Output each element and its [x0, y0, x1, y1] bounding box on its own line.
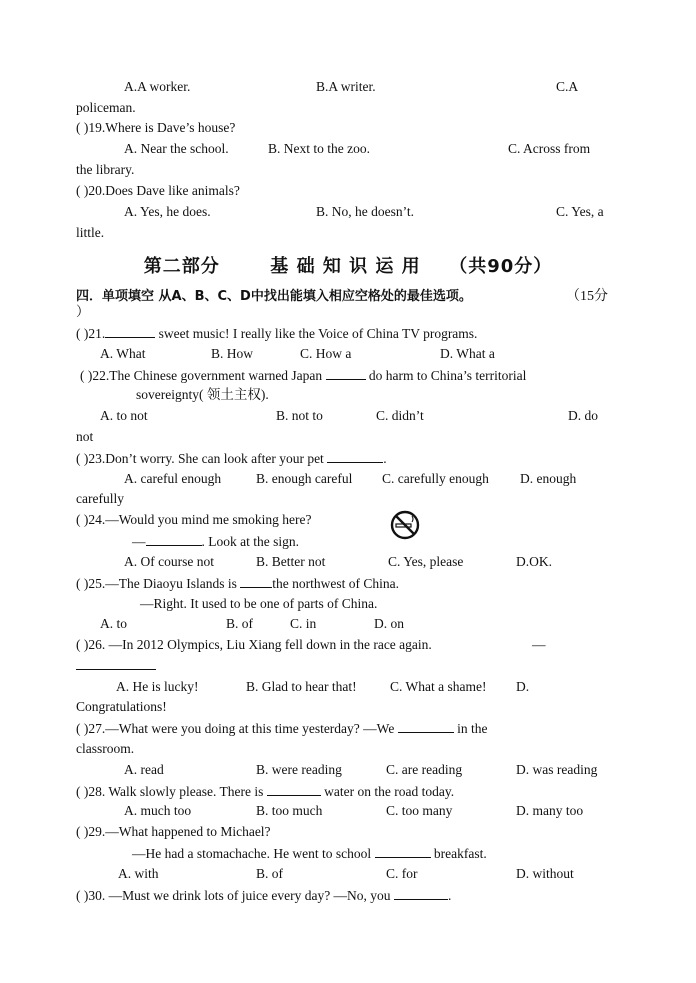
q18-option-c-continuation: policeman.: [76, 100, 136, 115]
q28-blank: [267, 782, 321, 796]
q22-stem-line2: sovereignty( 领土主权).: [136, 387, 269, 402]
q26-option-a: A. He is lucky!: [116, 679, 199, 694]
q29-blank: [375, 844, 431, 858]
q22-blank: [326, 366, 366, 380]
q20-option-c: C. Yes, a: [556, 204, 604, 219]
q27-option-b: B. were reading: [256, 762, 342, 777]
q26-answer-blank: [76, 656, 156, 675]
q20-option-a: A. Yes, he does.: [124, 204, 211, 219]
q29-response-post: breakfast.: [433, 846, 487, 861]
q21-option-b: B. How: [211, 346, 254, 361]
q24-response-line: [132, 532, 299, 551]
q22-option-a: A. to not: [100, 408, 148, 423]
q20-option-c-continuation: little.: [76, 225, 105, 240]
q26-option-b: B. Glad to hear that!: [246, 679, 357, 694]
q24-dash: —: [132, 534, 146, 549]
q26-dash: —: [532, 637, 546, 652]
q25-blank: [240, 574, 272, 588]
q22-stem: [80, 366, 526, 385]
q23-blank: [327, 449, 383, 463]
q21-blank: [105, 324, 155, 338]
q22-option-b: B. not to: [276, 408, 323, 423]
q30-text-pre: ( )30. —Must we drink lots of juice every day? —No, you: [76, 888, 391, 903]
q28-stem: [76, 782, 454, 801]
part-two-subject: 基 础 知 识 运 用: [270, 256, 421, 277]
q21-option-c: C. How a: [300, 346, 352, 361]
q28-option-b: B. too much: [256, 803, 323, 818]
q27-stem: [76, 719, 487, 738]
q22-option-d: D. do: [568, 408, 598, 423]
q19-option-c-continuation: the library.: [76, 162, 135, 177]
q29-option-c: C. for: [386, 866, 418, 881]
q23-option-d: D. enough: [520, 471, 577, 486]
q22-text-post: do harm to China’s territorial: [368, 368, 527, 383]
q26-option-d-continuation: Congratulations!: [76, 699, 167, 714]
q30-blank: [394, 886, 448, 900]
q25-text-pre: ( )25.—The Diaoyu Islands is: [76, 576, 237, 591]
q22-option-c: C. didn’t: [376, 408, 424, 423]
q25-option-b: B. of: [226, 616, 253, 631]
q27-text-pre: ( )27.—What were you doing at this time yesterday? —We: [76, 721, 395, 736]
q27-option-c: C. are reading: [386, 762, 463, 777]
q25-option-d: D. on: [374, 616, 404, 631]
q21-number: ( )21.: [76, 326, 106, 341]
q28-text-post: water on the road today.: [324, 784, 455, 799]
q26-option-c: C. What a shame!: [390, 679, 487, 694]
q27-option-a: A. read: [124, 762, 164, 777]
q28-option-c: C. too many: [386, 803, 453, 818]
q24-stem: ( )24.—Would you mind me smoking here?: [76, 512, 312, 527]
q23-option-a: A. careful enough: [124, 471, 222, 486]
q20-stem: ( )20.Does Dave like animals?: [76, 183, 240, 198]
q25-response: —Right. It used to be one of parts of China.: [140, 596, 378, 611]
part-two-title: [0, 252, 696, 278]
q29-option-a: A. with: [118, 866, 159, 881]
q30-stem: [76, 886, 451, 905]
q24-blank: [146, 532, 202, 546]
q24-option-c: C. Yes, please: [388, 554, 464, 569]
q30-text-post: .: [447, 888, 452, 903]
q27-option-d: D. was reading: [516, 762, 598, 777]
q22-text-pre: ( )22.The Chinese government warned Japan: [80, 368, 323, 383]
part-two-score: （共90分）: [449, 256, 553, 277]
q18-option-c: C.A: [556, 79, 579, 94]
q23-stem: [76, 449, 387, 468]
q19-option-c: C. Across from: [508, 141, 591, 156]
q29-option-b: B. of: [256, 866, 283, 881]
q23-option-b: B. enough careful: [256, 471, 353, 486]
q19-stem: ( )19.Where is Dave’s house?: [76, 120, 236, 135]
section-four-score-close: ）: [76, 304, 90, 319]
q18-option-b: B.A writer.: [316, 79, 376, 94]
q21-option-a: A. What: [100, 346, 146, 361]
q26-stem: ( )26. —In 2012 Olympics, Liu Xiang fell down in the race again.: [76, 637, 432, 652]
q26-blank: [76, 656, 156, 670]
q23-text-post: .: [383, 451, 387, 466]
q25-text-post: the northwest of China.: [272, 576, 399, 591]
q19-option-b: B. Next to the zoo.: [268, 141, 370, 156]
q23-text-pre: ( )23.Don’t worry. She can look after your pet: [76, 451, 324, 466]
q27-text-post: in the: [457, 721, 488, 736]
q28-option-a: A. much too: [124, 803, 192, 818]
q29-option-d: D. without: [516, 866, 574, 881]
q26-option-d: D.: [516, 679, 530, 694]
part-two-label: 第二部分: [143, 256, 220, 277]
q23-option-d-continuation: carefully: [76, 491, 124, 506]
q28-text-pre: ( )28. Walk slowly please. There is: [76, 784, 264, 799]
q20-option-b: B. No, he doesn’t.: [316, 204, 414, 219]
q21-stem: [76, 324, 477, 343]
q25-stem: [76, 574, 399, 593]
q29-response: [132, 844, 487, 863]
q21-text: sweet music! I really like the Voice of China TV programs.: [155, 326, 478, 341]
q18-option-a: A.A worker.: [124, 79, 191, 94]
q25-option-a: A. to: [100, 616, 127, 631]
q24-option-a: A. Of course not: [124, 554, 214, 569]
q22-option-d-continuation: not: [76, 429, 94, 444]
q24-response-text: . Look at the sign.: [201, 534, 299, 549]
section-four-score: （15分: [566, 289, 608, 304]
q29-stem: ( )29.—What happened to Michael?: [76, 824, 271, 839]
q29-response-pre: —He had a stomachache. He went to school: [132, 846, 372, 861]
q19-option-a: A. Near the school.: [124, 141, 229, 156]
q27-blank: [398, 719, 454, 733]
no-smoking-icon: [390, 510, 420, 540]
q24-option-d: D.OK.: [516, 554, 552, 569]
q21-option-d: D. What a: [440, 346, 495, 361]
q28-option-d: D. many too: [516, 803, 584, 818]
section-four-heading: 四．单项填空 从A、B、C、D中找出能填入相应空格处的最佳选项。: [76, 289, 472, 304]
q24-option-b: B. Better not: [256, 554, 326, 569]
q27-stem-line2: classroom.: [76, 741, 135, 756]
q23-option-c: C. carefully enough: [382, 471, 489, 486]
q25-option-c: C. in: [290, 616, 317, 631]
